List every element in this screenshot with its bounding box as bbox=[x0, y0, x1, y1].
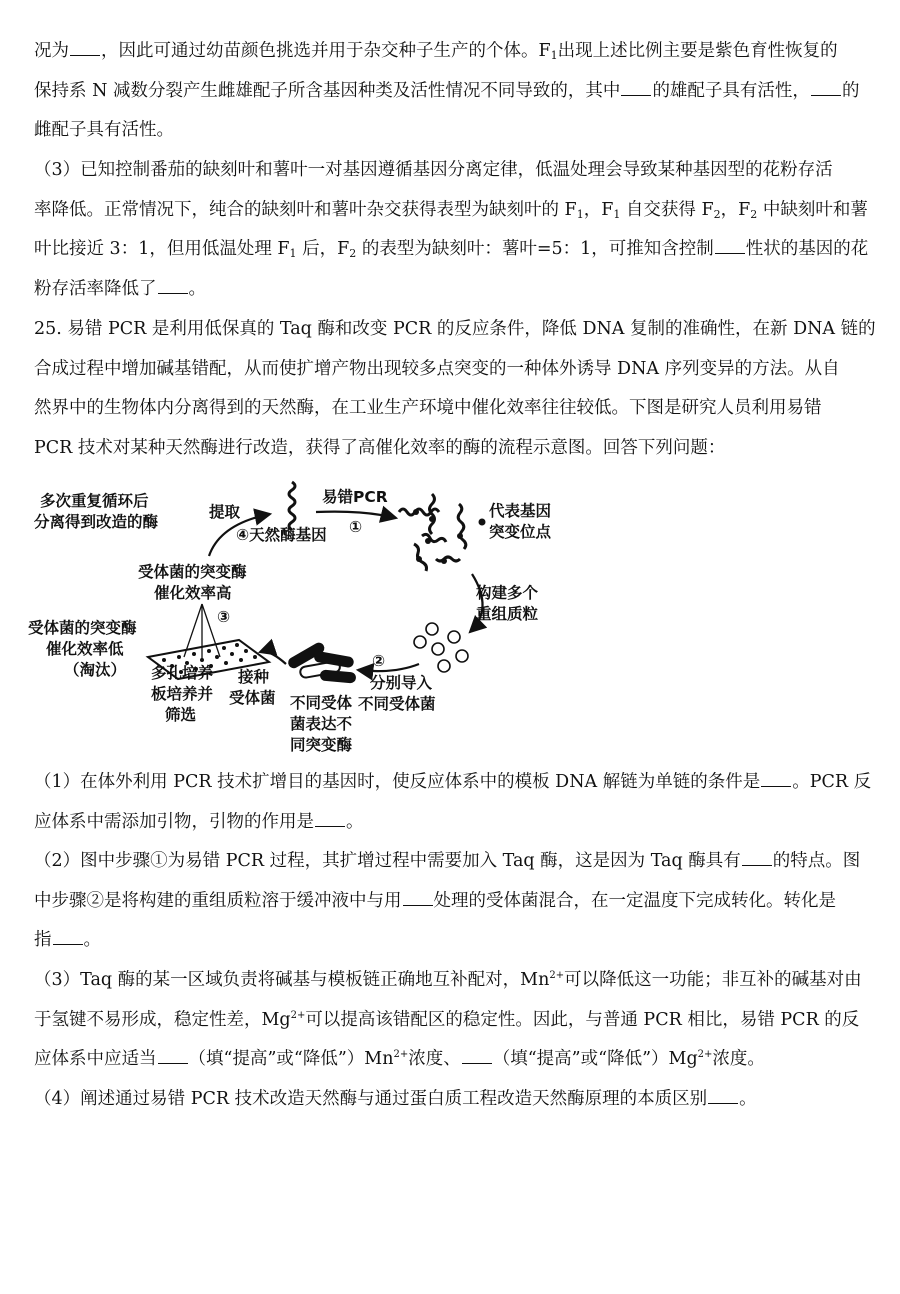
question-25-4: （4）阐述通过易错 PCR 技术改造天然酶与通过蛋白质工程改造天然酶原理的本质区别 。 bbox=[34, 1080, 866, 1120]
answer-blank[interactable] bbox=[715, 235, 745, 254]
svg-text:受体菌: 受体菌 bbox=[229, 689, 276, 707]
svg-text:多次重复循环后: 多次重复循环后 bbox=[40, 492, 149, 510]
svg-text:构建多个: 构建多个 bbox=[476, 584, 539, 602]
svg-text:②: ② bbox=[372, 652, 386, 670]
answer-blank[interactable] bbox=[621, 77, 651, 96]
svg-text:受体菌的突变酶: 受体菌的突变酶 bbox=[28, 619, 137, 637]
svg-text:催化效率高: 催化效率高 bbox=[154, 584, 232, 602]
question-25-3: （3）Taq 酶的某一区域负责将碱基与模板链正确地互补配对，$Mn^{2+}$可以降低这一功能；非互补的碱基对由 于氢键不易形成，稳定性差，$Mg^{2+}$可以提高该错配区的稳定性。因此，与普通 PCR 相比，易错 PCR 的反 应体系中应适当 （填“提高”或“降低$”)Mn^{2+}$浓度、 （填“提高”或“降低$”)Mg^{2+}$浓度。 bbox=[34, 970, 862, 1069]
answer-blank[interactable] bbox=[315, 808, 345, 827]
svg-text:菌表达不: 菌表达不 bbox=[290, 715, 353, 733]
answer-blank[interactable] bbox=[403, 887, 433, 906]
arrow-step2 bbox=[358, 664, 419, 671]
answer-blank[interactable] bbox=[70, 37, 100, 56]
answer-blank[interactable] bbox=[811, 77, 841, 96]
svg-text:③: ③ bbox=[217, 608, 231, 626]
svg-text:代表基因: 代表基因 bbox=[489, 502, 552, 520]
question-25-2: （2）图中步骤①为易错 PCR 过程，其扩增过程中需要加入 Taq 酶，这是因为 Taq 酶具有 的特点。图 中步骤②是将构建的重组质粒溶于缓冲液中与用 处理的受体菌混合，在一定温度下完成转化。转化是 指 。 bbox=[34, 842, 866, 961]
recombinant-plasmids bbox=[414, 623, 468, 672]
recipient-bacteria bbox=[286, 641, 356, 684]
svg-text:受体菌的突变酶: 受体菌的突变酶 bbox=[138, 563, 247, 581]
question-25-1: （1）在体外利用 PCR 技术扩增目的基因时，使反应体系中的模板 DNA 解链为单链的条件是 。PCR 反 应体系中需添加引物，引物的作用是 。 bbox=[34, 763, 866, 842]
answer-blank[interactable] bbox=[708, 1085, 738, 1104]
svg-text:同突变酶: 同突变酶 bbox=[290, 736, 353, 754]
native-gene-coil bbox=[289, 482, 295, 530]
svg-text:易错PCR: 易错PCR bbox=[322, 488, 388, 506]
svg-text:不同受体: 不同受体 bbox=[290, 694, 353, 712]
svg-text:催化效率低: 催化效率低 bbox=[46, 640, 124, 658]
svg-text:④天然酶基因: ④天然酶基因 bbox=[236, 526, 327, 544]
svg-text:①: ① bbox=[349, 518, 363, 536]
svg-text:不同受体菌: 不同受体菌 bbox=[358, 695, 436, 713]
answer-blank[interactable] bbox=[158, 1045, 188, 1064]
svg-text:接种: 接种 bbox=[238, 668, 270, 686]
answer-blank[interactable] bbox=[158, 275, 188, 294]
answer-blank[interactable] bbox=[761, 768, 791, 787]
svg-text:提取: 提取 bbox=[209, 503, 241, 521]
answer-blank[interactable] bbox=[53, 926, 83, 945]
q24-continuation: 况为 ，因此可通过幼苗颜色挑选并用于杂交种子生产的个体。$F_1$出现上述比例主要是紫色育性恢复的 保持系 N 减数分裂产生雌雄配子所含基因种类及活性情况不同导致的，其中 的雄配子具有活性， 的 雌配子具有活性。 bbox=[34, 32, 866, 151]
svg-text:板培养并: 板培养并 bbox=[151, 685, 214, 703]
svg-text:多孔培养: 多孔培养 bbox=[151, 664, 214, 682]
question-25-intro: 25. 易错 PCR 是利用低保真的 Taq 酶和改变 PCR 的反应条件，降低 DNA 复制的准确性，在新 DNA 链的 合成过程中增加碱基错配，从而使扩增产物出现较多点突变的一种体外诱导 DNA 序列变异的方法。从自 然界中的生物体内分离得到的天然酶，在工业生产环境中催化效率往往较低。下图是研究人员利用易错 PCR 技术对某种天然酶进行改造，获得了高催化效率的酶的流程示意图。回答下列问题： bbox=[34, 319, 876, 458]
svg-text:分别导入: 分别导入 bbox=[370, 674, 433, 692]
svg-text:筛选: 筛选 bbox=[165, 706, 197, 724]
svg-text:突变位点: 突变位点 bbox=[489, 523, 552, 541]
answer-blank[interactable] bbox=[742, 847, 772, 866]
answer-blank[interactable] bbox=[462, 1045, 492, 1064]
mutated-genes bbox=[399, 494, 466, 571]
arrow-build-plasmid bbox=[470, 574, 483, 632]
error-prone-pcr-flow-diagram bbox=[24, 474, 552, 754]
svg-text:重组质粒: 重组质粒 bbox=[476, 605, 539, 623]
svg-text:分离得到改造的酶: 分离得到改造的酶 bbox=[34, 513, 159, 531]
question-24-3: （3）已知控制番茄的缺刻叶和薯叶一对基因遵循基因分离定律，低温处理会导致某种基因型的花粉存活 率降低。正常情况下，纯合的缺刻叶和薯叶杂交获得表型为缺刻叶的 $F_1$，$F_1$ 自交获得 $F_2$，$F_2$ 中缺刻叶和薯 叶比接近 3：1，但用低温处理 $F_1$ 后，$F_2$ 的表型为缺刻叶：薯叶=5：1，可推知含控制 性状的基因的花 粉存活率降低了 。 bbox=[34, 160, 869, 299]
svg-text:（淘汰）: （淘汰） bbox=[64, 661, 127, 679]
